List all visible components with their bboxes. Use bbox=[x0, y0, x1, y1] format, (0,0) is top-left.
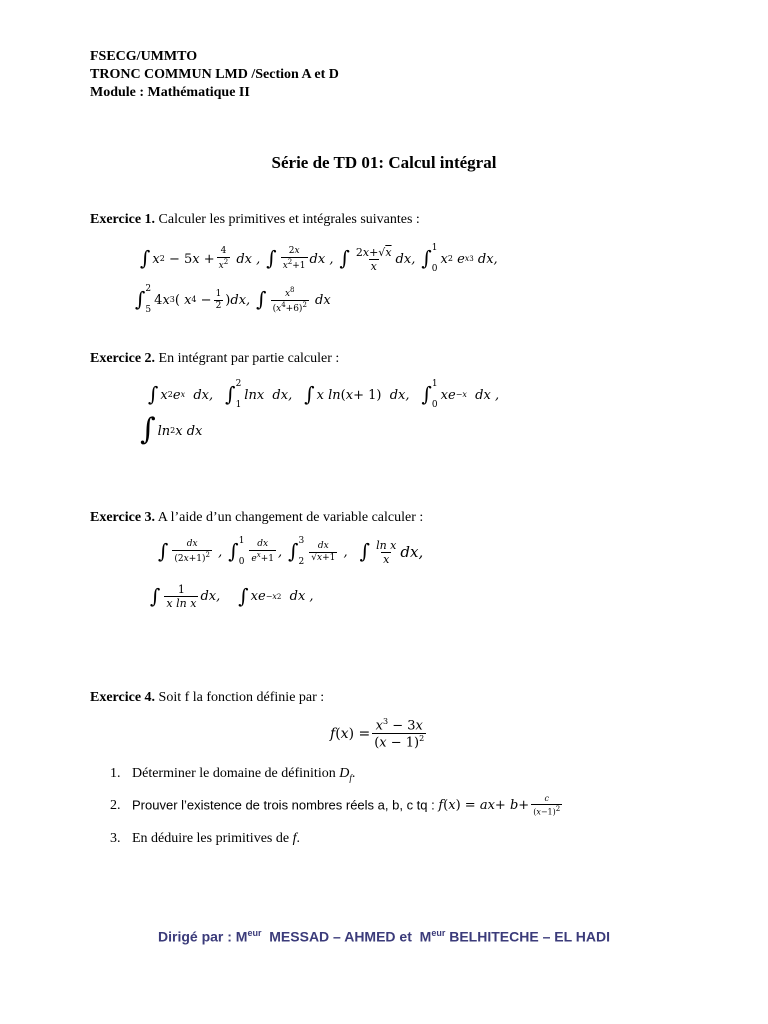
function-symbol: f bbox=[292, 831, 297, 846]
document-header bbox=[90, 48, 339, 102]
function-definition: f ( x ) = $\frac{x^3 - 3x}{(x - 1)^2}$ bbox=[330, 717, 425, 751]
ex1-formula-row-2: ∫ 2 5 4 x 3 ( x 4 − $\frac{1}{2}$ ) dx, ∫ $\frac{x^8}{(x^4+6)^2}$ dx bbox=[135, 284, 331, 315]
header-institution: FSECG/UMMTO bbox=[90, 49, 198, 64]
exercise-1-heading bbox=[90, 212, 420, 228]
ex2-formula-row-2: ∫ ln 2 x dx bbox=[140, 412, 203, 447]
header-program: TRONC COMMUN LMD /Section A et D bbox=[90, 67, 339, 82]
ex4-item-3: 3. En déduire les primitives de f. bbox=[110, 831, 300, 846]
ex3-formula-row-1: ∫ $\frac{dx}{(2x+1)^2}$ , ∫ 1 0 $\frac{dx}{e^x+1}$ , ∫ 3 2 $\frac{dx}{√x+1}$ , ∫ $\frac{\text{ln x}}{x}$ dx, bbox=[158, 536, 424, 567]
exercise-label: Exercice 3. bbox=[90, 510, 156, 525]
exercise-instruction: Soit f la fonction définie par : bbox=[158, 690, 325, 705]
item-number: 3. bbox=[110, 831, 121, 846]
item-text: En déduire les primitives de bbox=[132, 831, 293, 846]
exercise-label: Exercice 4. bbox=[90, 690, 156, 705]
item-text: Déterminer le domaine de définition bbox=[132, 766, 340, 781]
decomposition-formula: f ( x ) = ax + b + $\frac{c}{(x-1)^2}$ bbox=[438, 794, 561, 817]
exercise-4-heading bbox=[90, 690, 324, 706]
exercise-instruction: En intégrant par partie calculer : bbox=[158, 351, 340, 366]
exercise-instruction: Calculer les primitives et intégrales suivantes : bbox=[158, 212, 420, 227]
footer-authors: Dirigé par : $M^{eur}$ MESSAD – AHMED et $M^{eur}$ BELHITECHE – EL HADI bbox=[158, 928, 610, 945]
exercise-label: Exercice 1. bbox=[90, 212, 156, 227]
exercise-instruction: A l’aide d’un changement de variable calculer : bbox=[157, 510, 424, 525]
exercise-2-heading bbox=[90, 351, 339, 367]
domain-symbol: D bbox=[339, 766, 350, 781]
item-number: 2. bbox=[110, 798, 121, 814]
ex3-formula-row-2: ∫ $\frac{1}{\text{x ln x}}$ dx, ∫ xe −x2 dx , bbox=[150, 583, 314, 610]
page-title: Série de TD 01: Calcul intégral bbox=[271, 153, 497, 172]
ex2-formula-row-1: ∫ x 2 e x dx, ∫ 2 1 lnx dx, ∫ x ln ( x + 1) dx, ∫ 1 0 xe −x dx , bbox=[148, 379, 500, 410]
ex1-formula-row-1: ∫ x 2 − 5 x + $\frac{4}{x^2}$ dx , ∫ $\frac{2x}{x^2+1}$ dx , ∫ $\frac{2x+√x}{x}$ dx, ∫ 1 0 x 2 e x3 dx, bbox=[140, 243, 498, 274]
exercise-label: Exercice 2. bbox=[90, 351, 156, 366]
domain-subscript: f bbox=[349, 772, 352, 783]
item-number: 1. bbox=[110, 766, 121, 781]
ex4-item-2 bbox=[110, 795, 564, 817]
exercise-3-heading bbox=[90, 510, 423, 526]
header-module: Module : Mathématique II bbox=[90, 85, 250, 100]
item-text: Prouver l’existence de trois nombres réels a, b, c tq : bbox=[132, 797, 439, 813]
ex4-item-1: 1. Déterminer le domaine de définition $D_f$. bbox=[110, 766, 356, 783]
